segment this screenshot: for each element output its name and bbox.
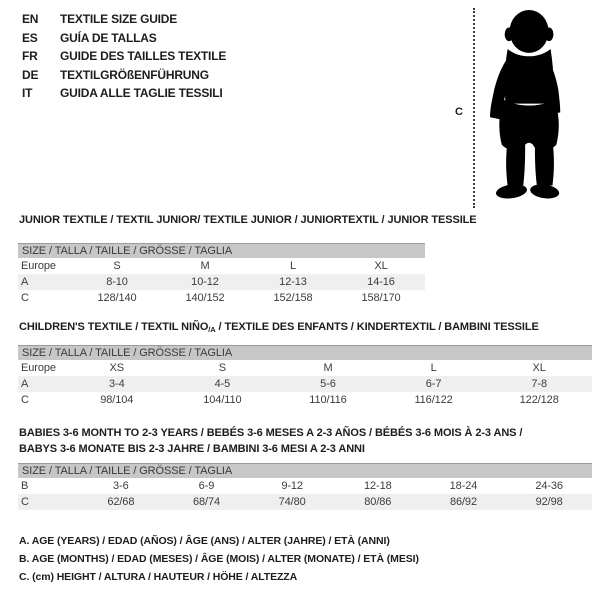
- language-list: [22, 10, 226, 103]
- size-cell: 92/98: [506, 494, 592, 510]
- size-cell: 5-6: [275, 376, 381, 392]
- language-code: FR: [22, 49, 38, 63]
- size-cell: 158/170: [361, 292, 401, 304]
- table-row: [18, 392, 592, 408]
- size-cell: 4-5: [170, 376, 276, 392]
- size-cell: S: [113, 260, 121, 272]
- table-row: [18, 494, 592, 510]
- row-label: B: [21, 480, 29, 492]
- height-reference-label: C: [455, 106, 463, 118]
- language-item: [22, 47, 226, 66]
- size-cell: 10-12: [161, 274, 249, 290]
- height-reference-dotted-line: [473, 8, 475, 208]
- language-item: [22, 29, 226, 48]
- children-title-post: / TEXTILE DES ENFANTS / KINDERTEXTIL / BAMBINI TESSILE: [215, 321, 539, 333]
- size-cell: 140/152: [185, 292, 225, 304]
- babies-title-line2: BABYS 3-6 MONATE BIS 2-3 JAHRE / BAMBINI 3-6 MESI A 2-3 ANNI: [19, 443, 365, 455]
- footnote-a: A. AGE (YEARS) / EDAD (AÑOS) / ÂGE (ANS) / ALTER (JAHRE) / ETÀ (ANNI): [19, 535, 390, 547]
- table-row: [18, 274, 425, 290]
- size-cell: 12-13: [249, 274, 337, 290]
- row-label: C: [18, 494, 78, 510]
- size-cell: 98/104: [100, 394, 134, 406]
- junior-section-title: JUNIOR TEXTILE / TEXTIL JUNIOR/ TEXTILE JUNIOR / JUNIORTEXTIL / JUNIOR TESSILE: [19, 214, 477, 226]
- size-header-bar: SIZE / TALLA / TAILLE / GRÖSSE / TAGLIA: [18, 463, 592, 478]
- size-cell: 3-4: [64, 376, 170, 392]
- table-row: [18, 258, 425, 274]
- baby-silhouette-icon: [482, 8, 580, 208]
- language-item: [22, 66, 226, 85]
- language-code: ES: [22, 30, 38, 45]
- size-cell: 18-24: [449, 480, 478, 492]
- footnotes: [19, 532, 419, 586]
- language-label: GUÍA DE TALLAS: [60, 30, 157, 45]
- table-row: [18, 360, 592, 376]
- size-cell: XL: [374, 260, 388, 272]
- row-label: C: [21, 394, 29, 406]
- size-cell: 152/158: [273, 292, 313, 304]
- size-cell: 8-10: [73, 274, 161, 290]
- size-cell: 3-6: [113, 480, 129, 492]
- size-cell: XL: [532, 362, 546, 374]
- language-code: EN: [22, 12, 39, 26]
- size-cell: L: [289, 260, 297, 272]
- language-code: DE: [22, 67, 39, 82]
- size-cell: M: [200, 260, 210, 272]
- size-cell: 86/92: [421, 494, 507, 510]
- language-label: GUIDE DES TAILLES TEXTILE: [60, 49, 227, 63]
- row-label: A: [18, 376, 64, 392]
- language-code: IT: [22, 86, 33, 100]
- size-cell: 6-7: [381, 376, 487, 392]
- row-label: Europe: [21, 260, 56, 272]
- size-cell: 122/128: [519, 394, 559, 406]
- children-section-title: [19, 321, 539, 334]
- size-cell: XS: [109, 362, 125, 374]
- size-cell: 128/140: [97, 292, 137, 304]
- baby-figure: [448, 6, 598, 212]
- babies-section-title: [19, 425, 522, 457]
- size-cell: M: [323, 362, 333, 374]
- row-label: A: [18, 274, 73, 290]
- size-header-bar: SIZE / TALLA / TAILLE / GRÖSSE / TAGLIA: [18, 243, 425, 258]
- junior-size-table: [18, 243, 425, 306]
- table-row: [18, 478, 592, 494]
- size-cell: 104/110: [203, 394, 242, 406]
- size-cell: 24-36: [535, 480, 563, 492]
- size-cell: 74/80: [249, 494, 335, 510]
- row-label: Europe: [21, 362, 56, 374]
- size-cell: 62/68: [78, 494, 164, 510]
- size-cell: 68/74: [164, 494, 250, 510]
- language-item: [22, 84, 226, 103]
- size-header-bar: SIZE / TALLA / TAILLE / GRÖSSE / TAGLIA: [18, 345, 592, 360]
- size-cell: 9-12: [281, 480, 303, 492]
- table-row: [18, 290, 425, 306]
- babies-size-table: [18, 463, 592, 510]
- language-item: [22, 10, 226, 29]
- size-cell: L: [430, 362, 437, 374]
- size-cell: 7-8: [486, 376, 592, 392]
- table-row: [18, 376, 592, 392]
- size-cell: 80/86: [335, 494, 421, 510]
- size-cell: 14-16: [337, 274, 425, 290]
- size-cell: 6-9: [198, 480, 215, 492]
- size-cell: 110/116: [309, 394, 347, 406]
- footnote-b: B. AGE (MONTHS) / EDAD (MESES) / ÂGE (MOIS) / ALTER (MONATE) / ETÀ (MESI): [19, 553, 419, 565]
- language-label: GUIDA ALLE TAGLIE TESSILI: [60, 86, 223, 100]
- row-label: C: [21, 292, 29, 304]
- language-label: TEXTILGRÖßENFÜHRUNG: [60, 67, 209, 82]
- size-cell: 12-18: [363, 480, 392, 492]
- children-title-pre: CHILDREN'S TEXTILE / TEXTIL NIÑO: [19, 321, 209, 333]
- footnote-c: C. (cm) HEIGHT / ALTURA / HAUTEUR / HÖHE / ALTEZZA: [19, 571, 298, 583]
- babies-title-line1: BABIES 3-6 MONTH TO 2-3 YEARS / BEBÉS 3-6 MESES A 2-3 AÑOS / BÉBÉS 3-6 MOIS À 2-3 ANS /: [19, 427, 523, 439]
- children-size-table: [18, 345, 592, 408]
- size-cell: 116/122: [414, 394, 453, 406]
- size-cell: S: [218, 362, 227, 374]
- children-title-subscript: /A: [208, 325, 216, 334]
- language-label: TEXTILE SIZE GUIDE: [60, 12, 178, 26]
